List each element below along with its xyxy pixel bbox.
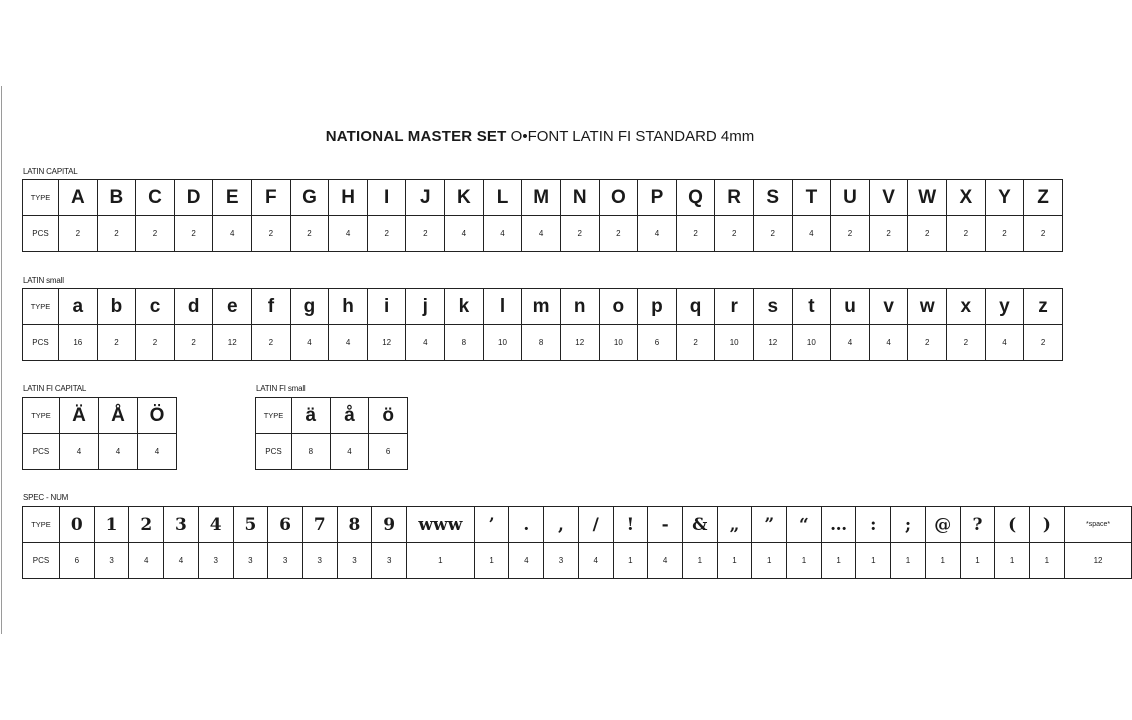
pcs-cell: 4 — [831, 325, 870, 361]
section-label-latin-capital: LATIN CAPITAL — [23, 167, 78, 176]
pcs-cell: 10 — [715, 325, 754, 361]
faded-header-text — [30, 92, 1060, 100]
pcs-cell: 2 — [947, 325, 986, 361]
pcs-cell: 4 — [483, 216, 522, 252]
pcs-cell: 4 — [129, 543, 164, 579]
type-cell: Ä — [60, 398, 99, 434]
pcs-cell: 1 — [995, 543, 1030, 579]
type-cell: ’ — [474, 507, 509, 543]
type-cell: : — [856, 507, 891, 543]
type-cell: C — [136, 180, 175, 216]
pcs-cell: 2 — [59, 216, 98, 252]
type-cell: F — [252, 180, 291, 216]
pcs-cell: 1 — [613, 543, 648, 579]
pcs-cell: 3 — [302, 543, 337, 579]
type-cell: 1 — [94, 507, 129, 543]
type-cell: & — [682, 507, 717, 543]
type-cell: R — [715, 180, 754, 216]
type-cell: M — [522, 180, 561, 216]
type-cell: c — [136, 289, 175, 325]
type-cell: 9 — [372, 507, 407, 543]
type-cell: Q — [676, 180, 715, 216]
type-cell: z — [1024, 289, 1063, 325]
pcs-cell: 10 — [792, 325, 831, 361]
pcs-cell: 1 — [891, 543, 926, 579]
pcs-row-label: PCS — [23, 543, 60, 579]
pcs-cell: 2 — [831, 216, 870, 252]
pcs-cell: 2 — [290, 216, 329, 252]
type-cell: Å — [99, 398, 138, 434]
type-cell: K — [445, 180, 484, 216]
type-cell: V — [869, 180, 908, 216]
pcs-row-label: PCS — [23, 434, 60, 470]
type-cell: f — [252, 289, 291, 325]
pcs-cell: 2 — [174, 216, 213, 252]
type-cell: www — [407, 507, 475, 543]
pcs-cell: 2 — [136, 325, 175, 361]
type-cell: w — [908, 289, 947, 325]
type-cell: / — [578, 507, 613, 543]
pcs-cell: 2 — [908, 216, 947, 252]
type-cell: P — [638, 180, 677, 216]
type-cell: 8 — [337, 507, 372, 543]
pcs-cell: 4 — [330, 434, 369, 470]
type-cell: G — [290, 180, 329, 216]
type-cell: U — [831, 180, 870, 216]
type-cell: ! — [613, 507, 648, 543]
latin-fi-small-table — [255, 397, 408, 470]
type-cell: 3 — [164, 507, 199, 543]
type-cell: ? — [960, 507, 995, 543]
type-cell: . — [509, 507, 544, 543]
type-row-label: TYPE — [256, 398, 292, 434]
pcs-cell: 1 — [787, 543, 822, 579]
pcs-cell: 4 — [638, 216, 677, 252]
pcs-cell: 1 — [925, 543, 960, 579]
type-cell: k — [445, 289, 484, 325]
pcs-cell: 2 — [97, 325, 136, 361]
type-cell: a — [59, 289, 98, 325]
type-row-label: TYPE — [23, 507, 60, 543]
pcs-cell: 6 — [638, 325, 677, 361]
pcs-cell: 12 — [367, 325, 406, 361]
type-cell: D — [174, 180, 213, 216]
type-cell: A — [59, 180, 98, 216]
pcs-cell: 4 — [138, 434, 177, 470]
type-cell: Z — [1024, 180, 1063, 216]
type-cell: “ — [787, 507, 822, 543]
type-cell: m — [522, 289, 561, 325]
pcs-cell: 4 — [329, 216, 368, 252]
type-cell: q — [676, 289, 715, 325]
type-cell: i — [367, 289, 406, 325]
type-cell: Ö — [138, 398, 177, 434]
type-cell: e — [213, 289, 252, 325]
type-cell: h — [329, 289, 368, 325]
pcs-cell: 2 — [367, 216, 406, 252]
pcs-cell: 4 — [99, 434, 138, 470]
pcs-cell: 4 — [445, 216, 484, 252]
type-cell: l — [483, 289, 522, 325]
type-cell: J — [406, 180, 445, 216]
type-cell: ä — [292, 398, 331, 434]
pcs-cell: 1 — [960, 543, 995, 579]
type-cell: O — [599, 180, 638, 216]
type-cell: n — [560, 289, 599, 325]
pcs-cell: 8 — [445, 325, 484, 361]
type-cell: E — [213, 180, 252, 216]
pcs-cell: 1 — [682, 543, 717, 579]
pcs-cell: 2 — [252, 216, 291, 252]
pcs-cell: 8 — [522, 325, 561, 361]
type-cell: 5 — [233, 507, 268, 543]
type-cell: s — [753, 289, 792, 325]
pcs-cell: 4 — [869, 325, 908, 361]
pcs-cell: 3 — [544, 543, 579, 579]
section-label-latin-fi-capital: LATIN FI CAPITAL — [23, 384, 87, 393]
type-cell: B — [97, 180, 136, 216]
pcs-cell: 4 — [985, 325, 1024, 361]
title-rest: O•FONT LATIN FI STANDARD 4mm — [506, 128, 755, 145]
latin-capital-table — [22, 179, 1063, 252]
pcs-cell: 1 — [821, 543, 856, 579]
type-cell: I — [367, 180, 406, 216]
type-cell: g — [290, 289, 329, 325]
pcs-cell: 1 — [856, 543, 891, 579]
pcs-cell: 2 — [676, 216, 715, 252]
type-cell: p — [638, 289, 677, 325]
type-cell: o — [599, 289, 638, 325]
pcs-cell: 1 — [1029, 543, 1064, 579]
pcs-cell: 4 — [406, 325, 445, 361]
type-cell: r — [715, 289, 754, 325]
type-cell: t — [792, 289, 831, 325]
pcs-row-label: PCS — [256, 434, 292, 470]
pcs-cell: 2 — [1024, 325, 1063, 361]
type-cell: x — [947, 289, 986, 325]
pcs-cell: 1 — [752, 543, 787, 579]
section-label-spec-num: SPEC - NUM — [23, 493, 69, 502]
pcs-cell: 1 — [474, 543, 509, 579]
pcs-cell: 2 — [136, 216, 175, 252]
pcs-cell: 6 — [369, 434, 408, 470]
page-title — [0, 128, 1080, 145]
pcs-cell: 4 — [509, 543, 544, 579]
type-cell: 2 — [129, 507, 164, 543]
pcs-cell: 2 — [252, 325, 291, 361]
pcs-cell: 2 — [869, 216, 908, 252]
section-label-latin-small: LATIN small — [23, 276, 64, 285]
pcs-cell: 2 — [560, 216, 599, 252]
pcs-cell: 12 — [1064, 543, 1132, 579]
pcs-cell: 2 — [174, 325, 213, 361]
type-cell: 4 — [198, 507, 233, 543]
type-cell: T — [792, 180, 831, 216]
type-cell: N — [560, 180, 599, 216]
type-cell: „ — [717, 507, 752, 543]
pcs-cell: 3 — [198, 543, 233, 579]
pcs-cell: 4 — [60, 434, 99, 470]
pcs-cell: 4 — [792, 216, 831, 252]
pcs-cell: 1 — [407, 543, 475, 579]
type-cell: L — [483, 180, 522, 216]
title-bold: NATIONAL MASTER SET — [325, 128, 507, 145]
pcs-cell: 4 — [290, 325, 329, 361]
type-row-label: TYPE — [23, 289, 59, 325]
type-cell: å — [330, 398, 369, 434]
type-cell: ö — [369, 398, 408, 434]
pcs-cell: 12 — [753, 325, 792, 361]
pcs-cell: 4 — [578, 543, 613, 579]
pcs-cell: 2 — [908, 325, 947, 361]
spec-num-table — [22, 506, 1132, 579]
pcs-cell: 3 — [94, 543, 129, 579]
type-cell: ; — [891, 507, 926, 543]
type-cell: H — [329, 180, 368, 216]
pcs-cell: 16 — [59, 325, 98, 361]
pcs-cell: 2 — [599, 216, 638, 252]
pcs-cell: 3 — [372, 543, 407, 579]
type-cell: @ — [925, 507, 960, 543]
type-cell: j — [406, 289, 445, 325]
type-cell: *space* — [1064, 507, 1132, 543]
type-cell: 0 — [60, 507, 95, 543]
pcs-cell: 10 — [483, 325, 522, 361]
type-cell: v — [869, 289, 908, 325]
type-cell: d — [174, 289, 213, 325]
type-row-label: TYPE — [23, 180, 59, 216]
pcs-cell: 4 — [213, 216, 252, 252]
pcs-cell: 4 — [522, 216, 561, 252]
type-row-label: TYPE — [23, 398, 60, 434]
pcs-cell: 2 — [753, 216, 792, 252]
type-cell: ) — [1029, 507, 1064, 543]
pcs-cell: 6 — [60, 543, 95, 579]
pcs-cell: 2 — [985, 216, 1024, 252]
type-cell: u — [831, 289, 870, 325]
type-cell: X — [947, 180, 986, 216]
pcs-row-label: PCS — [23, 216, 59, 252]
type-cell: … — [821, 507, 856, 543]
type-cell: Y — [985, 180, 1024, 216]
type-cell: - — [648, 507, 683, 543]
section-label-latin-fi-small: LATIN FI small — [256, 384, 306, 393]
pcs-cell: 2 — [97, 216, 136, 252]
pcs-cell: 1 — [717, 543, 752, 579]
left-margin-rule — [1, 86, 2, 634]
type-cell: 6 — [268, 507, 303, 543]
pcs-cell: 2 — [676, 325, 715, 361]
pcs-cell: 3 — [268, 543, 303, 579]
pcs-cell: 2 — [1024, 216, 1063, 252]
type-cell: 7 — [302, 507, 337, 543]
type-cell: W — [908, 180, 947, 216]
pcs-cell: 2 — [947, 216, 986, 252]
type-cell: ( — [995, 507, 1030, 543]
pcs-cell: 4 — [648, 543, 683, 579]
type-cell: ” — [752, 507, 787, 543]
pcs-cell: 4 — [329, 325, 368, 361]
pcs-cell: 3 — [233, 543, 268, 579]
pcs-cell: 12 — [213, 325, 252, 361]
pcs-cell: 2 — [406, 216, 445, 252]
pcs-cell: 3 — [337, 543, 372, 579]
pcs-row-label: PCS — [23, 325, 59, 361]
pcs-cell: 10 — [599, 325, 638, 361]
latin-small-table — [22, 288, 1063, 361]
pcs-cell: 2 — [715, 216, 754, 252]
type-cell: , — [544, 507, 579, 543]
pcs-cell: 8 — [292, 434, 331, 470]
type-cell: y — [985, 289, 1024, 325]
type-cell: b — [97, 289, 136, 325]
pcs-cell: 4 — [164, 543, 199, 579]
latin-fi-capital-table — [22, 397, 177, 470]
pcs-cell: 12 — [560, 325, 599, 361]
type-cell: S — [753, 180, 792, 216]
